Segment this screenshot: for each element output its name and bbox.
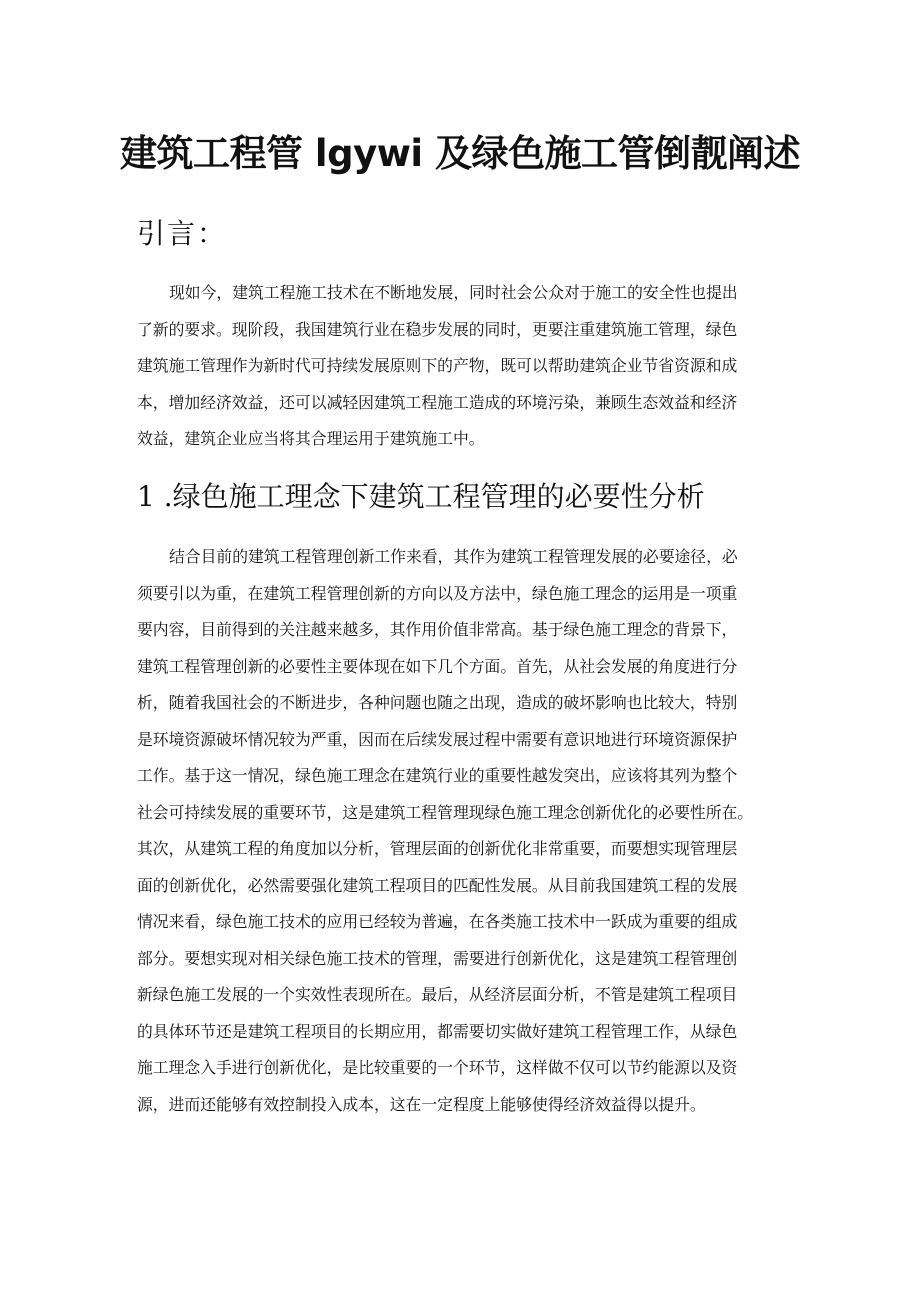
intro-line: 本，增加经济效益，还可以减轻因建筑工程施工造成的环境污染，兼顾生态效益和经济 — [137, 392, 738, 412]
section-1-line: 施工理念入手进行创新优化，是比较重要的一个环节，这样做不仅可以节约能源以及资 — [137, 1058, 738, 1077]
section-1-line: 建筑工程管理创新的必要性主要体现在如下几个方面。首先，从社会发展的角度进行分 — [137, 656, 738, 676]
section-1-line: 面的创新优化，必然需要强化建筑工程项目的匹配性发展。从目前我国建筑工程的发展 — [137, 875, 738, 895]
section-1-line: 源，进而还能够有效控制投入成本，这在一定程度上能够使得经济效益得以提升。 — [137, 1094, 706, 1114]
section-1-heading: 1 .绿色施工理念下建筑工程管理的必要性分析 — [137, 480, 705, 513]
section-1-line: 析，随着我国社会的不断进步，各种问题也随之出现，造成的破坏影响也比较大，特别 — [137, 693, 738, 712]
section-1-paragraph — [137, 539, 753, 1123]
section-1-line: 部分。要想实现对相关绿色施工技术的管理，需要进行创新优化，这是建筑工程管理创 — [137, 948, 738, 968]
section-1-line: 情况来看，绿色施工技术的应用已经较为普遍，在各类施工技术中一跃成为重要的组成 — [137, 912, 738, 931]
intro-heading: 引言： — [137, 217, 228, 250]
document-title: 建筑工程管 lgywi 及绿色施工管倒靓阐述 — [120, 132, 800, 175]
intro-line: 效益，建筑企业应当将其合理运用于建筑施工中。 — [137, 429, 485, 448]
section-1-line: 新绿色施工发展的一个实效性表现所在。最后，从经济层面分析，不管是建筑工程项目 — [137, 985, 738, 1004]
intro-line: 建筑施工管理作为新时代可持续发展原则下的产物，既可以帮助建筑企业节省资源和成 — [137, 356, 738, 375]
section-1-line: 社会可持续发展的重要环节，这是建筑工程管理现绿色施工理念创新优化的必要性所在。 — [137, 802, 754, 822]
section-1-line: 要内容，目前得到的关注越来越多，其作用价值非常高。基于绿色施工理念的背景下， — [137, 620, 738, 639]
section-1-line: 是环境资源破坏情况较为严重，因而在后续发展过程中需要有意识地进行环境资源保护 — [137, 729, 738, 749]
section-1-line: 工作。基于这一情况，绿色施工理念在建筑行业的重要性越发突出，应该将其列为整个 — [137, 766, 738, 785]
intro-line: 现如今，建筑工程施工技术在不断地发展，同时社会公众对于施工的安全性也提出 — [169, 283, 738, 302]
section-1-line: 须要引以为重，在建筑工程管理创新的方向以及方法中，绿色施工理念的运用是一项重 — [137, 583, 738, 603]
section-1-line: 的具体环节还是建筑工程项目的长期应用，都需要切实做好建筑工程管理工作，从绿色 — [137, 1021, 738, 1041]
section-1-line: 结合目前的建筑工程管理创新工作来看，其作为建筑工程管理发展的必要途径，必 — [169, 547, 738, 566]
intro-paragraph — [137, 275, 738, 458]
section-1-line: 其次，从建筑工程的角度加以分析，管理层面的创新优化非常重要，而要想实现管理层 — [137, 839, 738, 858]
intro-line: 了新的要求。现阶段，我国建筑行业在稳步发展的同时，更要注重建筑施工管理，绿色 — [137, 319, 738, 339]
